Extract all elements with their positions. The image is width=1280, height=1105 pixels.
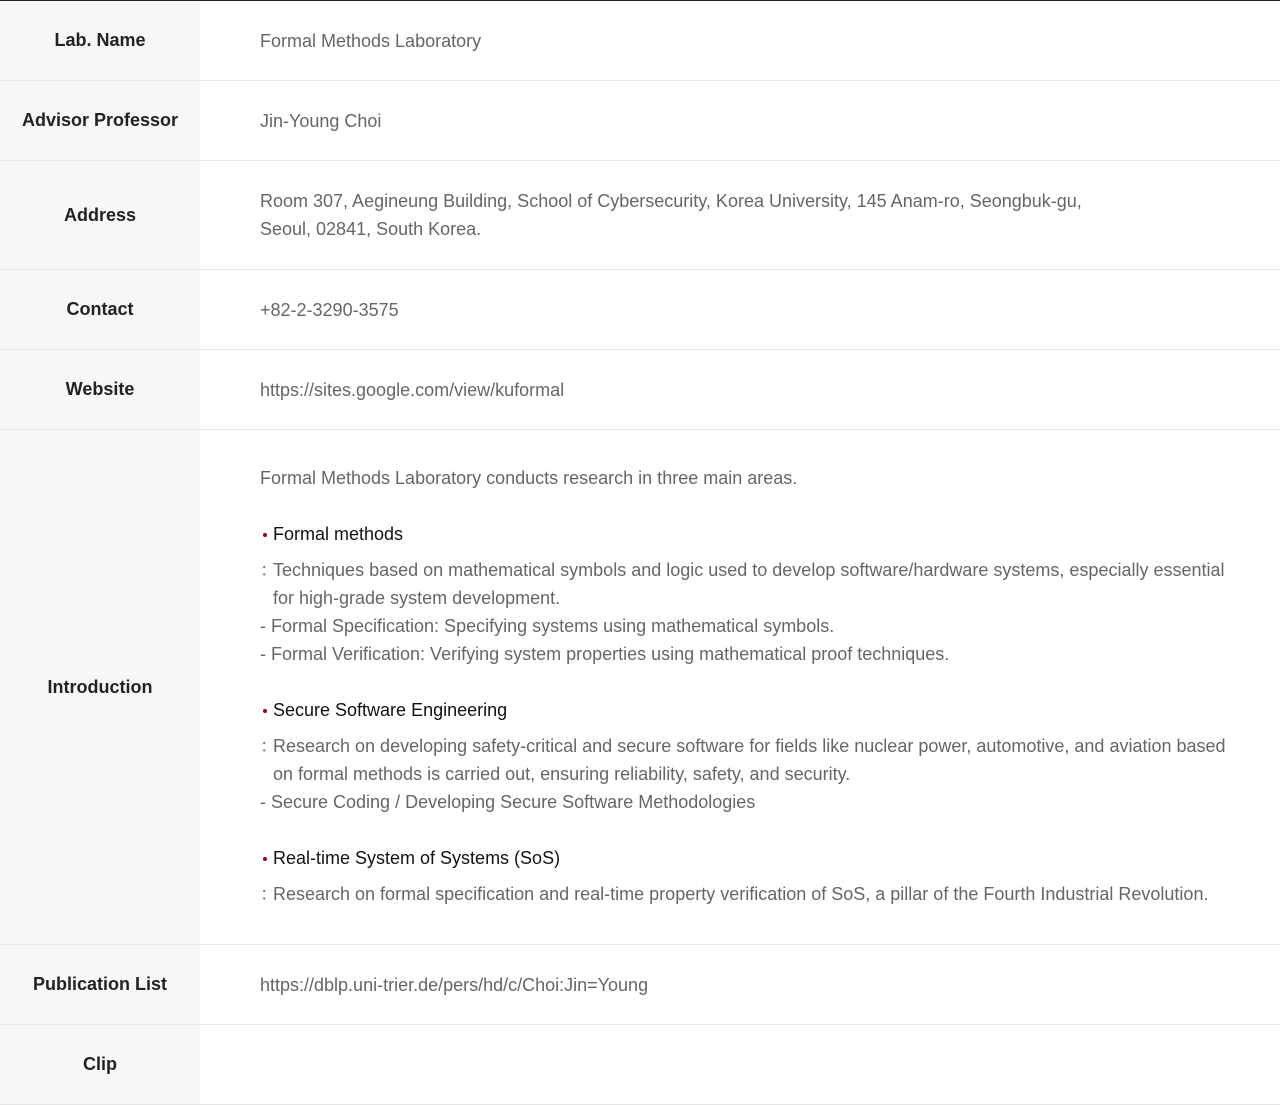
address-cell	[200, 161, 1280, 269]
row-address	[0, 161, 1280, 270]
website-link[interactable]: https://sites.google.com/view/kuformal	[260, 379, 565, 400]
area-description-text: Research on developing safety-critical and secure software for fields like nuclear power, automotive, and aviation based on formal methods is carried out, ensuring reliability, safety, and security.	[273, 736, 1226, 784]
colon-mark: ：	[260, 884, 278, 904]
clip-value	[200, 1025, 1280, 1104]
row-contact	[0, 270, 1280, 350]
website-label: Website	[0, 350, 200, 429]
area-title: Secure Software Engineering	[260, 696, 1240, 724]
advisor-label: Advisor Professor	[0, 81, 200, 160]
lab-name-value: Formal Methods Laboratory	[260, 30, 482, 51]
colon-mark: ：	[260, 736, 278, 756]
introduction-label: Introduction	[0, 430, 200, 944]
contact-label: Contact	[0, 270, 200, 349]
area-title: Formal methods	[260, 520, 1240, 548]
clip-label: Clip	[0, 1025, 200, 1104]
publication-list-label: Publication List	[0, 945, 200, 1024]
area-item: - Secure Coding / Developing Secure Software Methodologies	[260, 792, 756, 812]
address-value: Room 307, Aegineung Building, School of Cybersecurity, Korea University, 145 Anam-ro, Seongbuk-gu, Seoul, 02841, South Korea.	[260, 191, 1082, 239]
introduction-content	[200, 430, 1280, 944]
website-cell	[200, 350, 1280, 429]
contact-value: +82-2-3290-3575	[260, 299, 399, 320]
row-advisor	[0, 81, 1280, 161]
row-publication-list	[0, 945, 1280, 1025]
publication-list-cell	[200, 945, 1280, 1024]
area-description	[260, 732, 1240, 788]
intro-lead: Formal Methods Laboratory conducts research in three main areas.	[260, 468, 798, 488]
row-lab-name	[0, 1, 1280, 81]
colon-mark: ：	[260, 560, 278, 580]
area-description-text: Techniques based on mathematical symbols and logic used to develop software/hardware systems, especially essential for high-grade system development.	[273, 560, 1225, 608]
area-item: - Formal Specification: Specifying systems using mathematical symbols.	[260, 616, 835, 636]
row-clip	[0, 1025, 1280, 1105]
lab-name-label: Lab. Name	[0, 1, 200, 80]
address-label: Address	[0, 161, 200, 269]
advisor-value: Jin-Young Choi	[260, 110, 382, 131]
area-description	[260, 880, 1240, 908]
area-title: Real-time System of Systems (SoS)	[260, 844, 1240, 872]
row-website	[0, 350, 1280, 430]
area-item: - Formal Verification: Verifying system properties using mathematical proof techniques.	[260, 644, 950, 664]
row-introduction	[0, 430, 1280, 945]
publication-list-link[interactable]: https://dblp.uni-trier.de/pers/hd/c/Choi:Jin=Young	[260, 974, 649, 995]
area-description	[260, 556, 1240, 612]
area-description-text: Research on formal specification and real-time property verification of SoS, a pillar of the Fourth Industrial Revolution.	[273, 884, 1209, 904]
